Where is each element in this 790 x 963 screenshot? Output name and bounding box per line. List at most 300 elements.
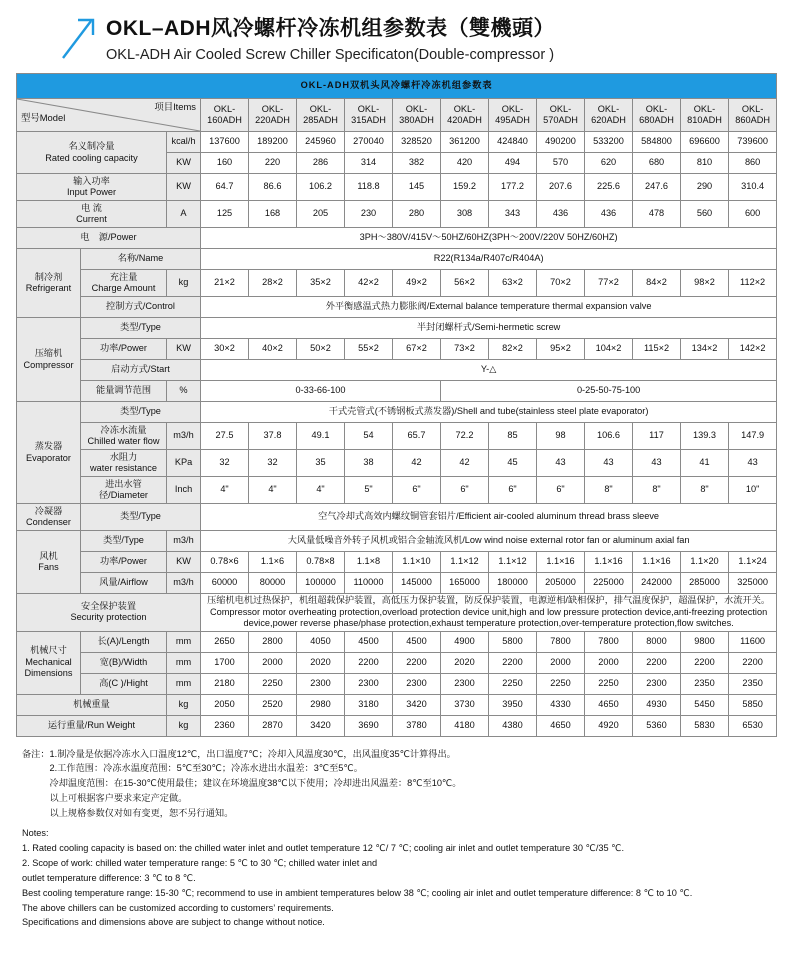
corner-model-label: 型号Model bbox=[21, 112, 66, 123]
footer-notes bbox=[0, 737, 790, 931]
cell: 134×2 bbox=[681, 339, 729, 360]
row-refrigerant-control bbox=[17, 297, 777, 318]
label-security-protection: 安全保护装置 Security protection bbox=[17, 594, 201, 632]
value-power-source: 3PH～380V/415V～50HZ/60HZ(3PH～200V/220V 50HZ/60HZ) bbox=[201, 228, 777, 249]
cell: 43 bbox=[537, 450, 585, 477]
cell: 106.6 bbox=[585, 423, 633, 450]
cell: 2360 bbox=[201, 715, 249, 736]
cell: 490200 bbox=[537, 132, 585, 153]
cell: 680 bbox=[633, 153, 681, 174]
cell: 2870 bbox=[249, 715, 297, 736]
cell: 160 bbox=[201, 153, 249, 174]
cell: 4180 bbox=[441, 715, 489, 736]
cell: 118.8 bbox=[345, 174, 393, 201]
row-current bbox=[17, 201, 777, 228]
value-fan-type: 大风量低噪音外转子风机或铝合金轴流风机/Low wind noise external rotor fan or aluminum axial fan bbox=[201, 531, 777, 552]
cell: 115×2 bbox=[633, 339, 681, 360]
cell: 139.3 bbox=[681, 423, 729, 450]
page-subtitle: OKL-ADH Air Cooled Screw Chiller Specificaton(Double-compressor ) bbox=[106, 47, 555, 64]
cell: 4650 bbox=[537, 715, 585, 736]
cell: 98 bbox=[537, 423, 585, 450]
label-fan-power: 功率/Power bbox=[81, 552, 167, 573]
cell: 2300 bbox=[393, 673, 441, 694]
note-en-4: Best cooling temperature range: 15-30 ℃; recommend to use in ambient temperatures below 38 ℃; cooling air inlet and outlet temperature difference: 8 ℃ to 10 ℃. bbox=[22, 887, 693, 898]
cell: 180000 bbox=[489, 573, 537, 594]
row-run-weight bbox=[17, 715, 777, 736]
cell: 7800 bbox=[585, 631, 633, 652]
unit-kw: KW bbox=[167, 339, 201, 360]
unit-kg: kg bbox=[167, 694, 201, 715]
cell: 3950 bbox=[489, 694, 537, 715]
cell: 1.1×6 bbox=[249, 552, 297, 573]
row-refrigerant-name bbox=[17, 249, 777, 270]
cell: 6" bbox=[537, 477, 585, 504]
cell: 361200 bbox=[441, 132, 489, 153]
cell: 810 bbox=[681, 153, 729, 174]
model-col-0: OKL-160ADH bbox=[201, 99, 249, 132]
cell: 165000 bbox=[441, 573, 489, 594]
cell: 4500 bbox=[345, 631, 393, 652]
cell: 860 bbox=[729, 153, 777, 174]
label-pipe-diameter: 进出水管径/Diameter bbox=[81, 477, 167, 504]
label-refrigerant: 制冷剂 Refrigerant bbox=[17, 249, 81, 318]
cell: 207.6 bbox=[537, 174, 585, 201]
cell: 56×2 bbox=[441, 270, 489, 297]
label-width: 宽(B)/Width bbox=[81, 652, 167, 673]
cell: 696600 bbox=[681, 132, 729, 153]
cell: 42 bbox=[393, 450, 441, 477]
label-compressor: 压缩机 Compressor bbox=[17, 318, 81, 402]
note-cn-5: 以上规格参数仅对如有变更，恕不另行通知。 bbox=[22, 808, 234, 819]
label-capacity-steps: 能量调节范围 bbox=[81, 381, 167, 402]
label-input-power: 输入功率 Input Power bbox=[17, 174, 167, 201]
unit-mm: mm bbox=[167, 652, 201, 673]
cell: 6" bbox=[489, 477, 537, 504]
cell: 11600 bbox=[729, 631, 777, 652]
model-col-9: OKL-680ADH bbox=[633, 99, 681, 132]
cell: 8" bbox=[633, 477, 681, 504]
cell: 72.2 bbox=[441, 423, 489, 450]
cell: 4" bbox=[201, 477, 249, 504]
cell: 55×2 bbox=[345, 339, 393, 360]
cell: 2520 bbox=[249, 694, 297, 715]
row-security-protection bbox=[17, 594, 777, 632]
row-fan-type bbox=[17, 531, 777, 552]
row-machine-weight bbox=[17, 694, 777, 715]
cell: 54 bbox=[345, 423, 393, 450]
cell: 1.1×24 bbox=[729, 552, 777, 573]
cell: 159.2 bbox=[441, 174, 489, 201]
cell: 32 bbox=[249, 450, 297, 477]
row-compressor-power bbox=[17, 339, 777, 360]
label-chilled-water-flow: 冷冻水流量 Chilled water flow bbox=[81, 423, 167, 450]
cell: 86.6 bbox=[249, 174, 297, 201]
note-en-3: outlet temperature difference: 3 ℃ to 8 ℃. bbox=[22, 872, 196, 883]
cell: 245960 bbox=[297, 132, 345, 153]
cell: 40×2 bbox=[249, 339, 297, 360]
value-start-mode: Y-△ bbox=[201, 360, 777, 381]
cell: 290 bbox=[681, 174, 729, 201]
table-banner bbox=[17, 74, 777, 99]
cell: 3730 bbox=[441, 694, 489, 715]
cell: 739600 bbox=[729, 132, 777, 153]
cell: 560 bbox=[681, 201, 729, 228]
cell: 189200 bbox=[249, 132, 297, 153]
cell: 2020 bbox=[297, 652, 345, 673]
unit-kpa: KPa bbox=[167, 450, 201, 477]
page-title: OKL–ADH风冷螺杆冷冻机组参数表（雙機頭） bbox=[106, 17, 556, 40]
unit-inch: Inch bbox=[167, 477, 201, 504]
row-compressor-start bbox=[17, 360, 777, 381]
cell: 4330 bbox=[537, 694, 585, 715]
cell: 41 bbox=[681, 450, 729, 477]
row-evaporator-type bbox=[17, 402, 777, 423]
cell: 2200 bbox=[729, 652, 777, 673]
cell: 2300 bbox=[345, 673, 393, 694]
label-fan-airflow: 风量/Airflow bbox=[81, 573, 167, 594]
label-fans: 风机 Fans bbox=[17, 531, 81, 594]
cell: 4" bbox=[249, 477, 297, 504]
model-col-5: OKL-420ADH bbox=[441, 99, 489, 132]
unit-percent: % bbox=[167, 381, 201, 402]
cell: 9800 bbox=[681, 631, 729, 652]
cell: 4500 bbox=[393, 631, 441, 652]
cell: 85 bbox=[489, 423, 537, 450]
label-run-weight: 运行重量/Run Weight bbox=[17, 715, 167, 736]
cell: 2250 bbox=[489, 673, 537, 694]
cell: 50×2 bbox=[297, 339, 345, 360]
value-refrigerant-name: R22(R134a/R407c/R404A) bbox=[201, 249, 777, 270]
cell: 65.7 bbox=[393, 423, 441, 450]
value-capacity-steps-left: 0-33-66-100 bbox=[201, 381, 441, 402]
cell: 100000 bbox=[297, 573, 345, 594]
row-compressor-type bbox=[17, 318, 777, 339]
cell: 67×2 bbox=[393, 339, 441, 360]
cell: 1.1×12 bbox=[489, 552, 537, 573]
cell: 112×2 bbox=[729, 270, 777, 297]
note-cn-4: 以上可根据客户要求来定产定做。 bbox=[22, 793, 188, 804]
label-compressor-type: 类型/Type bbox=[81, 318, 201, 339]
cell: 145 bbox=[393, 174, 441, 201]
cell: 247.6 bbox=[633, 174, 681, 201]
cell: 6" bbox=[393, 477, 441, 504]
cell: 2050 bbox=[201, 694, 249, 715]
value-evaporator-type: 干式壳管式(不锈钢板式蒸发器)/Shell and tube(stainless steel plate evaporator) bbox=[201, 402, 777, 423]
cell: 0.78×8 bbox=[297, 552, 345, 573]
cell: 328520 bbox=[393, 132, 441, 153]
cell: 42 bbox=[441, 450, 489, 477]
cell: 2000 bbox=[585, 652, 633, 673]
label-machine-weight: 机械重量 bbox=[17, 694, 167, 715]
value-condenser-type: 空气冷却式高效内螺纹铜管套铝片/Efficient air-cooled aluminum thread brass sleeve bbox=[201, 504, 777, 531]
model-col-10: OKL-810ADH bbox=[681, 99, 729, 132]
cell: 5360 bbox=[633, 715, 681, 736]
page-header bbox=[0, 0, 790, 73]
corner-items-label: 项目Items bbox=[154, 101, 196, 112]
cell: 2200 bbox=[345, 652, 393, 673]
row-chilled-water-flow bbox=[17, 423, 777, 450]
cell: 2800 bbox=[249, 631, 297, 652]
cell: 28×2 bbox=[249, 270, 297, 297]
cell: 220 bbox=[249, 153, 297, 174]
cell: 43 bbox=[585, 450, 633, 477]
row-refrigerant-charge bbox=[17, 270, 777, 297]
cell: 145000 bbox=[393, 573, 441, 594]
cell: 4930 bbox=[633, 694, 681, 715]
unit-kg: kg bbox=[167, 715, 201, 736]
label-refrigerant-name: 名称/Name bbox=[81, 249, 201, 270]
cell: 225000 bbox=[585, 573, 633, 594]
cell: 1.1×16 bbox=[585, 552, 633, 573]
cell: 1.1×16 bbox=[537, 552, 585, 573]
cell: 5" bbox=[345, 477, 393, 504]
model-col-1: OKL-220ADH bbox=[249, 99, 297, 132]
cell: 3180 bbox=[345, 694, 393, 715]
cell: 533200 bbox=[585, 132, 633, 153]
model-col-6: OKL-495ADH bbox=[489, 99, 537, 132]
cell: 382 bbox=[393, 153, 441, 174]
note-en-1: 1. Rated cooling capacity is based on: the chilled water inlet and outlet temperature 12 ℃/ 7 ℃; cooling air inlet and outlet temperature 30 ℃/35 ℃. bbox=[22, 842, 625, 853]
label-rated-capacity: 名义制冷量 Rated cooling capacity bbox=[17, 132, 167, 174]
cell: 1.1×12 bbox=[441, 552, 489, 573]
cell: 424840 bbox=[489, 132, 537, 153]
cell: 38 bbox=[345, 450, 393, 477]
cell: 5450 bbox=[681, 694, 729, 715]
row-capacity-steps bbox=[17, 381, 777, 402]
cell: 104×2 bbox=[585, 339, 633, 360]
cell: 4920 bbox=[585, 715, 633, 736]
unit-m3h: m3/h bbox=[167, 423, 201, 450]
cell: 2650 bbox=[201, 631, 249, 652]
cell: 8000 bbox=[633, 631, 681, 652]
note-en-2: 2. Scope of work: chilled water temperature range: 5 ℃ to 30 ℃; chilled water inlet and bbox=[22, 857, 378, 868]
cell: 35×2 bbox=[297, 270, 345, 297]
cell: 2000 bbox=[537, 652, 585, 673]
unit-kg: kg bbox=[167, 270, 201, 297]
cell: 2200 bbox=[489, 652, 537, 673]
unit-mm: mm bbox=[167, 631, 201, 652]
cell: 1.1×10 bbox=[393, 552, 441, 573]
row-input-power bbox=[17, 174, 777, 201]
cell: 80000 bbox=[249, 573, 297, 594]
row-condenser bbox=[17, 504, 777, 531]
cell: 310.4 bbox=[729, 174, 777, 201]
cell: 3420 bbox=[297, 715, 345, 736]
cell: 3780 bbox=[393, 715, 441, 736]
cell: 5800 bbox=[489, 631, 537, 652]
label-evaporator-type: 类型/Type bbox=[81, 402, 201, 423]
cell: 2350 bbox=[681, 673, 729, 694]
cell: 43 bbox=[729, 450, 777, 477]
cell: 2250 bbox=[537, 673, 585, 694]
cell: 49.1 bbox=[297, 423, 345, 450]
row-pipe-diameter bbox=[17, 477, 777, 504]
cell: 2200 bbox=[681, 652, 729, 673]
cell: 2300 bbox=[297, 673, 345, 694]
cell: 10" bbox=[729, 477, 777, 504]
cell: 6" bbox=[441, 477, 489, 504]
cell: 84×2 bbox=[633, 270, 681, 297]
label-dimensions: 机械尺寸 Mechanical Dimensions bbox=[17, 631, 81, 694]
banner-text: OKL-ADH双机头风冷螺杆冷冻机组参数表 bbox=[17, 74, 777, 99]
cell: 2020 bbox=[441, 652, 489, 673]
unit-kw: KW bbox=[167, 174, 201, 201]
row-water-resistance bbox=[17, 450, 777, 477]
note-cn-2: 2.工作范围：冷冻水温度范围：5℃至30℃；冷冻水进出水温差：3℃至5℃。 bbox=[22, 763, 363, 774]
cell: 27.5 bbox=[201, 423, 249, 450]
cell: 6530 bbox=[729, 715, 777, 736]
note-cn-1: 备注：1.制冷量是依据冷冻水入口温度12℃，出口温度7℃；冷却入风温度30℃，出风温度35℃计算得出。 bbox=[22, 748, 456, 759]
value-compressor-type: 半封闭螺杆式/Semi-hermetic screw bbox=[201, 318, 777, 339]
cell: 35 bbox=[297, 450, 345, 477]
cell: 286 bbox=[297, 153, 345, 174]
note-en-5: The above chillers can be customized according to customers’ requirements. bbox=[22, 902, 334, 913]
cell: 570 bbox=[537, 153, 585, 174]
row-fan-power bbox=[17, 552, 777, 573]
cell: 436 bbox=[585, 201, 633, 228]
unit-a: A bbox=[167, 201, 201, 228]
cell: 2200 bbox=[393, 652, 441, 673]
cell: 0.78×6 bbox=[201, 552, 249, 573]
cell: 5830 bbox=[681, 715, 729, 736]
cell: 478 bbox=[633, 201, 681, 228]
cell: 168 bbox=[249, 201, 297, 228]
cell: 147.9 bbox=[729, 423, 777, 450]
cell: 4380 bbox=[489, 715, 537, 736]
cell: 60000 bbox=[201, 573, 249, 594]
cell: 177.2 bbox=[489, 174, 537, 201]
label-length: 长(A)/Length bbox=[81, 631, 167, 652]
cell: 73×2 bbox=[441, 339, 489, 360]
cell: 77×2 bbox=[585, 270, 633, 297]
cell: 63×2 bbox=[489, 270, 537, 297]
cell: 2980 bbox=[297, 694, 345, 715]
corner-cell bbox=[17, 99, 201, 132]
cell: 95×2 bbox=[537, 339, 585, 360]
cell: 98×2 bbox=[681, 270, 729, 297]
cell: 2000 bbox=[249, 652, 297, 673]
note-cn-3: 冷却温度范围：在15-30℃使用最佳；建议在环境温度38℃以下使用；冷却进出风温差：8℃至10℃。 bbox=[22, 778, 462, 789]
arrow-logo-icon bbox=[60, 14, 100, 60]
label-condenser: 冷凝器 Condenser bbox=[17, 504, 81, 531]
cell: 2250 bbox=[585, 673, 633, 694]
security-text-cn: 压缩机电机过热保护，机组超载保护装置，高低压力保护装置，防反保护装置，电源逆相/缺相保护，排气温度保护，超温保护，水流开关。 bbox=[207, 595, 771, 605]
value-security-protection bbox=[201, 594, 777, 632]
cell: 37.8 bbox=[249, 423, 297, 450]
cell: 620 bbox=[585, 153, 633, 174]
label-fan-type: 类型/Type bbox=[81, 531, 167, 552]
label-power-source: 电 源/Power bbox=[17, 228, 201, 249]
cell: 600 bbox=[729, 201, 777, 228]
cell: 205 bbox=[297, 201, 345, 228]
cell: 30×2 bbox=[201, 339, 249, 360]
cell: 137600 bbox=[201, 132, 249, 153]
label-compressor-power: 功率/Power bbox=[81, 339, 167, 360]
cell: 225.6 bbox=[585, 174, 633, 201]
model-col-11: OKL-860ADH bbox=[729, 99, 777, 132]
cell: 42×2 bbox=[345, 270, 393, 297]
cell: 308 bbox=[441, 201, 489, 228]
cell: 32 bbox=[201, 450, 249, 477]
label-current: 电 流 Current bbox=[17, 201, 167, 228]
cell: 280 bbox=[393, 201, 441, 228]
cell: 8" bbox=[681, 477, 729, 504]
cell: 1.1×20 bbox=[681, 552, 729, 573]
cell: 3690 bbox=[345, 715, 393, 736]
unit-mm: mm bbox=[167, 673, 201, 694]
row-rated-capacity-kcal bbox=[17, 132, 777, 153]
cell: 2300 bbox=[441, 673, 489, 694]
unit-kcalh: kcal/h bbox=[167, 132, 201, 153]
cell: 8" bbox=[585, 477, 633, 504]
unit-m3h: m3/h bbox=[167, 573, 201, 594]
label-control-mode: 控制方式/Control bbox=[81, 297, 201, 318]
cell: 142×2 bbox=[729, 339, 777, 360]
spec-table-wrap bbox=[0, 73, 790, 737]
model-col-7: OKL-570ADH bbox=[537, 99, 585, 132]
cell: 106.2 bbox=[297, 174, 345, 201]
cell: 285000 bbox=[681, 573, 729, 594]
cell: 1.1×16 bbox=[633, 552, 681, 573]
cell: 117 bbox=[633, 423, 681, 450]
cell: 110000 bbox=[345, 573, 393, 594]
cell: 420 bbox=[441, 153, 489, 174]
cell: 3420 bbox=[393, 694, 441, 715]
value-control-mode: 外平衡感温式热力膨胀阀/External balance temperature thermal expansion valve bbox=[201, 297, 777, 318]
cell: 2200 bbox=[633, 652, 681, 673]
cell: 314 bbox=[345, 153, 393, 174]
unit-m3h: m3/h bbox=[167, 531, 201, 552]
cell: 4" bbox=[297, 477, 345, 504]
cell: 43 bbox=[633, 450, 681, 477]
cell: 270040 bbox=[345, 132, 393, 153]
label-start-mode: 启动方式/Start bbox=[81, 360, 201, 381]
model-col-4: OKL-380ADH bbox=[393, 99, 441, 132]
note-en-6: Specifications and dimensions above are subject to change without notice. bbox=[22, 917, 325, 928]
cell: 82×2 bbox=[489, 339, 537, 360]
cell: 64.7 bbox=[201, 174, 249, 201]
cell: 1.1×8 bbox=[345, 552, 393, 573]
row-dim-height bbox=[17, 673, 777, 694]
cell: 2180 bbox=[201, 673, 249, 694]
cell: 49×2 bbox=[393, 270, 441, 297]
unit-kw: KW bbox=[167, 552, 201, 573]
row-dim-length bbox=[17, 631, 777, 652]
cell: 2250 bbox=[249, 673, 297, 694]
cell: 45 bbox=[489, 450, 537, 477]
label-height: 高(C )/Hight bbox=[81, 673, 167, 694]
note-en-title: Notes: bbox=[22, 828, 49, 839]
cell: 494 bbox=[489, 153, 537, 174]
label-water-resistance: 水阻力 water resistance bbox=[81, 450, 167, 477]
specification-table bbox=[16, 73, 777, 737]
model-col-8: OKL-620ADH bbox=[585, 99, 633, 132]
row-fan-airflow bbox=[17, 573, 777, 594]
cell: 325000 bbox=[729, 573, 777, 594]
cell: 230 bbox=[345, 201, 393, 228]
value-capacity-steps-right: 0-25-50-75-100 bbox=[441, 381, 777, 402]
cell: 7800 bbox=[537, 631, 585, 652]
model-header-row bbox=[17, 99, 777, 132]
label-condenser-type: 类型/Type bbox=[81, 504, 201, 531]
cell: 5850 bbox=[729, 694, 777, 715]
cell: 2300 bbox=[633, 673, 681, 694]
cell: 1700 bbox=[201, 652, 249, 673]
cell: 2350 bbox=[729, 673, 777, 694]
cell: 205000 bbox=[537, 573, 585, 594]
row-dim-width bbox=[17, 652, 777, 673]
cell: 125 bbox=[201, 201, 249, 228]
